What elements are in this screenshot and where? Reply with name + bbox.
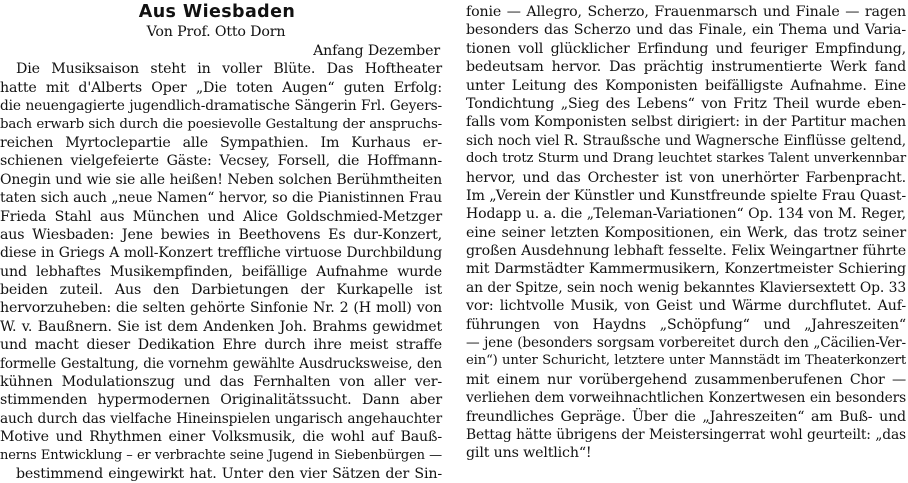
text-line: unter Leitung des Komponisten beifälligste Aufnahme. Eine <box>466 77 906 94</box>
text-line: diese in Griegs A moll-Konzert treffliche virtuose Durchbildung <box>0 245 442 262</box>
text-line: Im „Verein der Künstler und Kunstfreunde spielte Frau Quast- <box>466 187 906 204</box>
text-line: nerns Entwicklung – er verbrachte seine Jugend in Siebenbürgen — <box>0 447 442 463</box>
article-byline: Von Prof. Otto Dorn <box>146 24 286 40</box>
text-line: fonie — Allegro, Scherzo, Frauenmarsch und Finale — ragen <box>466 4 906 20</box>
text-line: sich noch viel R. Straußsche und Wagnersche Einflüsse geltend, <box>466 132 906 149</box>
text-line: stimmenden hypermodernen Originalitätssucht. Dann aber <box>0 392 442 409</box>
text-line: Motive und Rhythmen einer Volksmusik, die wohl auf Bauß- <box>0 429 442 446</box>
text-line: die neuengagierte jugendlich-dramatische Sängerin Frl. Geyers- <box>0 98 442 115</box>
text-line: mit Darmstädter Kammermusikern, Konzertmeister Schiering <box>466 261 906 278</box>
text-line: freundliches Gepräge. Über die „Jahreszeiten“ am Buß- und <box>466 408 906 425</box>
text-line: gilt uns weltlich“! <box>466 445 592 462</box>
text-line: formelle Gestaltung, die vornehm gewählte Ausdrucksweise, den <box>0 355 442 372</box>
text-line: führungen von Haydns „Schöpfung“ und „Jahreszeiten“ <box>466 316 906 333</box>
text-line: — jene (besonders sorgsam vorbereitet durch den „Cäcilien-Ver- <box>466 335 906 352</box>
text-line: besonders das Scherzo und das Finale, ein Thema und Varia- <box>466 22 906 39</box>
text-line: schienen vielgefeierte Gäste: Vecsey, Forsell, die Hoffmann- <box>0 153 442 170</box>
text-line: eine seiner letzten Kompositionen, ein Werk, das trotz seiner <box>466 224 906 241</box>
text-line: hervorzuheben: die selten gehörte Sinfonie Nr. 2 (H moll) von <box>0 300 442 317</box>
article-column-left <box>0 0 442 483</box>
article-column-right <box>466 3 906 463</box>
text-line: und macht dieser Dedikation Ehre durch ihre meist straffe <box>0 337 442 354</box>
text-line: hervor, und das Orchester ist von unerhörter Farbenpracht. <box>466 169 906 186</box>
text-line: W. v. Baußnern. Sie ist dem Andenken Joh. Brahms gewidmet <box>0 318 442 335</box>
text-line: reichen Myrtoclepartie alle Sympathien. Im Kurhaus er- <box>0 134 442 151</box>
text-line: hatte mit d'Alberts Oper „Die toten Augen“ guten Erfolg: <box>0 79 442 96</box>
text-line: Onegin und wie sie alle heißen! Neben solchen Berühmtheiten <box>0 171 442 188</box>
text-line: Hodapp u. a. die „Teleman-Variationen“ Op. 134 von M. Reger, <box>466 206 906 223</box>
text-line: falls vom Komponisten selbst dirigiert: in der Partitur machen <box>466 114 906 131</box>
text-line: taten sich auch „neue Namen“ hervor, so die Pianistinnen Frau <box>0 190 442 207</box>
text-line: verliehen dem vorweihnachtlichen Konzertwesen ein besonders <box>466 390 906 407</box>
text-line: Tondichtung „Sieg des Lebens“ von Fritz Theil wurde eben- <box>466 95 906 112</box>
text-line: an der Spitze, sein noch wenig bekanntes Klaviersextett Op. 33 <box>466 279 906 296</box>
text-line: Bettag hätte übrigens der Meistersingerrat wohl geurteilt: „das <box>466 426 906 443</box>
text-line: tionen voll glücklicher Erfindung und feuriger Empfindung, <box>466 40 906 57</box>
text-line: bestimmend eingewirkt hat. Unter den vier Sätzen der Sin- <box>16 465 442 482</box>
text-line: ein“) unter Schuricht, letztere unter Mannstädt im Theaterkonzert <box>466 353 906 369</box>
article-date: Anfang Dezember <box>313 43 440 59</box>
text-line: großen Ausdehnung lebhaft fesselte. Felix Weingartner führte <box>466 243 906 260</box>
text-line: beiden zuteil. Aus den Darbietungen der Kurkapelle ist <box>0 282 442 299</box>
text-line: und lebhaftes Musikempfinden, beifällige Aufnahme wurde <box>0 263 442 280</box>
text-line: kühnen Modulationszug und das Fernhalten von aller ver- <box>0 374 442 391</box>
text-line: bach erwarb sich durch die poesievolle Gestaltung der anspruchs- <box>0 116 442 132</box>
article-title: Aus Wiesbaden <box>138 2 296 22</box>
text-line: doch trotz Sturm und Drang leuchtet starkes Talent unverkennbar <box>466 151 906 167</box>
left-column-body <box>0 60 442 483</box>
text-line: Die Musiksaison steht in voller Blüte. Das Hoftheater <box>16 61 442 78</box>
text-line: vor: lichtvolle Musik, von Geist und Wärme durchflutet. Auf- <box>466 298 906 315</box>
text-line: Frieda Stahl aus München und Alice Goldschmied-Metzger <box>0 208 442 225</box>
text-line: mit einem nur vorübergehend zusammenberufenen Chor — <box>466 371 906 388</box>
text-line: auch durch das vielfache Hineinspielen ungarisch angehauchter <box>0 410 442 427</box>
text-line: aus Wiesbaden: Jene bewies in Beethovens Es dur-Konzert, <box>0 226 442 243</box>
text-line: bedeutsam hervor. Das prächtig instrumentierte Werk fand <box>466 59 906 76</box>
